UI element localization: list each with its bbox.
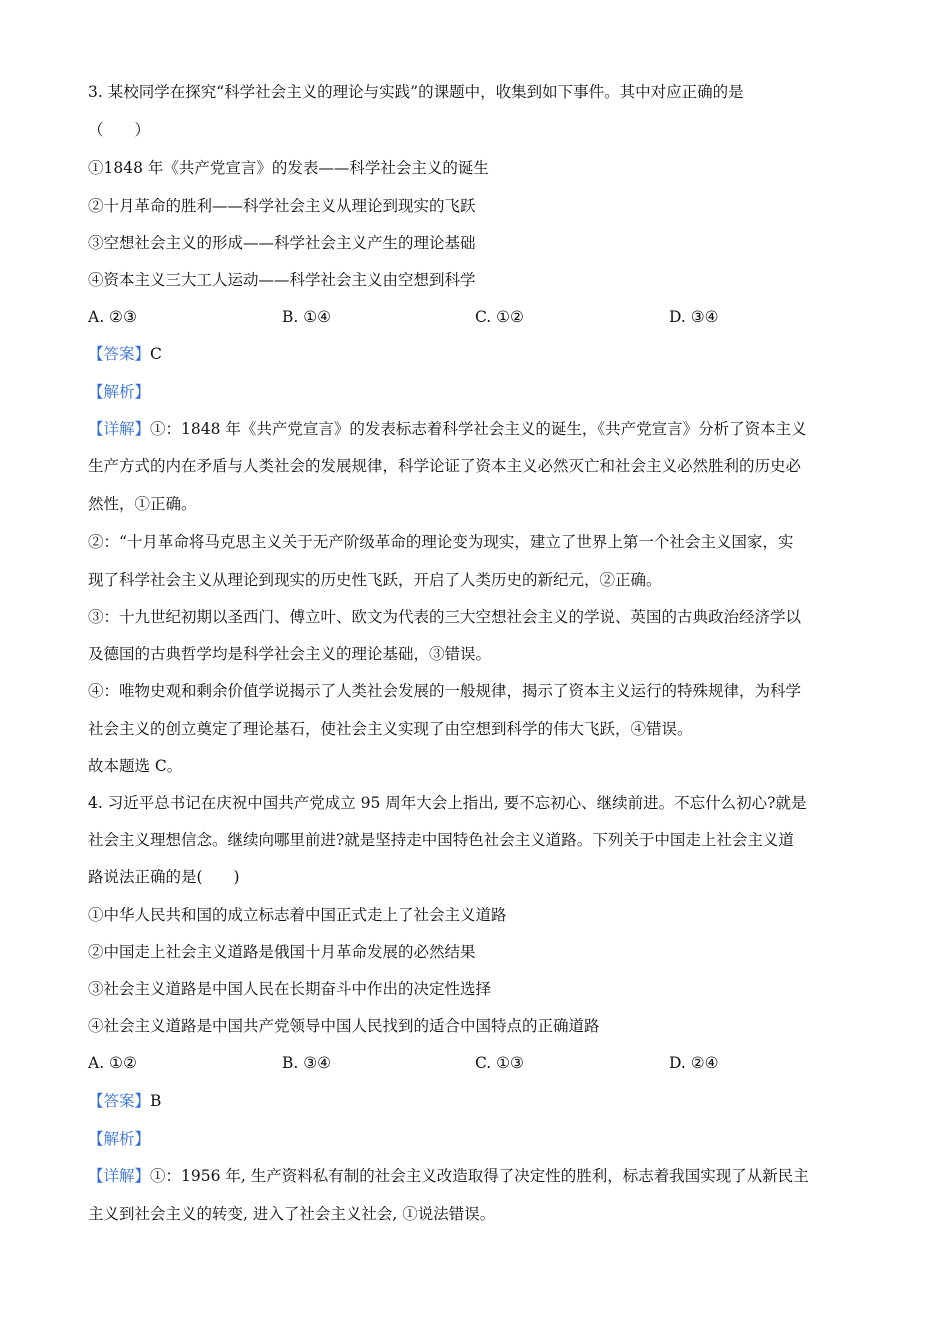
- q3-option-d: D. ③④: [669, 308, 719, 326]
- q3-option-c: C. ①②: [475, 308, 524, 326]
- q3-detail-line-9: 社会主义的创立奠定了理论基石，使社会主义实现了由空想到科学的伟大飞跃，④错误。: [88, 720, 693, 738]
- q4-detail-label: 【详解】: [88, 1167, 151, 1185]
- q3-detail-line-2: 生产方式的内在矛盾与人类社会的发展规律，科学论证了资本主义必然灭亡和社会主义必然胜利的历史必: [88, 457, 802, 475]
- q3-conclusion: 故本题选 C。: [88, 757, 183, 775]
- q4-analysis-label: 【解析】: [88, 1130, 151, 1148]
- q4-stem-line-3: 路说法正确的是( ): [88, 868, 240, 886]
- q3-detail-line-3: 然性，①正确。: [88, 495, 197, 513]
- q4-analysis: [88, 1129, 150, 1149]
- q3-answer-value: C: [150, 345, 162, 363]
- q3-option-b: B. ①④: [282, 308, 332, 326]
- q4-item-4: ④社会主义道路是中国共产党领导中国人民找到的适合中国特点的正确道路: [88, 1017, 600, 1035]
- q3-detail-line-5: 现了科学社会主义从理论到现实的历史性飞跃，开启了人类历史的新纪元，②正确。: [88, 571, 662, 589]
- q4-item-2: ②中国走上社会主义道路是俄国十月革命发展的必然结果: [88, 943, 476, 961]
- q4-stem-line-1: 4. 习近平总书记在庆祝中国共产党成立 95 周年大会上指出, 要不忘初心、继续前进。不忘什么初心?就是: [88, 794, 807, 812]
- q4-option-a: A. ①②: [88, 1054, 137, 1072]
- q4-answer-value: B: [150, 1092, 162, 1110]
- q4-detail-line-1: [88, 1166, 809, 1186]
- q3-detail-line-4: ②：“十月革命将马克思主义关于无产阶级革命的理论变为现实，建立了世界上第一个社会主义国家，实: [88, 533, 794, 551]
- q4-detail-text-1: ①：1956 年, 生产资料私有制的社会主义改造取得了决定性的胜利，标志着我国实现了从新民主: [150, 1167, 809, 1185]
- q3-stem-line-2: （ ）: [88, 121, 151, 139]
- q3-analysis: [88, 382, 150, 402]
- q3-detail-line-8: ④：唯物史观和剩余价值学说揭示了人类社会发展的一般规律，揭示了资本主义运行的特殊规律，为科学: [88, 682, 802, 700]
- q4-stem-line-2: 社会主义理想信念。继续向哪里前进?就是坚持走中国特色社会主义道路。下列关于中国走上社会主义道: [88, 831, 794, 849]
- q3-analysis-label: 【解析】: [88, 383, 151, 401]
- q4-answer: [88, 1091, 161, 1111]
- q3-answer-label: 【答案】: [88, 345, 151, 363]
- q4-option-b: B. ③④: [282, 1054, 332, 1072]
- q4-detail-line-2: 主义到社会主义的转变, 进入了社会主义社会, ①说法错误。: [88, 1205, 496, 1223]
- q3-detail-line-1: [88, 419, 807, 439]
- q3-answer: [88, 344, 162, 364]
- q3-item-2: ②十月革命的胜利——科学社会主义从理论到现实的飞跃: [88, 197, 476, 215]
- q3-item-4: ④资本主义三大工人运动——科学社会主义由空想到科学: [88, 271, 476, 289]
- q4-item-1: ①中华人民共和国的成立标志着中国正式走上了社会主义道路: [88, 906, 507, 924]
- q3-detail-line-6: ③：十九世纪初期以圣西门、傅立叶、欧文为代表的三大空想社会主义的学说、英国的古典政治经济学以: [88, 608, 802, 626]
- q3-detail-label: 【详解】: [88, 420, 151, 438]
- q3-stem-line-1: 3. 某校同学在探究“科学社会主义的理论与实践”的课题中，收集到如下事件。其中对应正确的是: [88, 83, 744, 101]
- q3-option-a: A. ②③: [88, 308, 137, 326]
- q4-answer-label: 【答案】: [88, 1092, 151, 1110]
- q4-option-c: C. ①③: [475, 1054, 524, 1072]
- q3-item-3: ③空想社会主义的形成——科学社会主义产生的理论基础: [88, 234, 476, 252]
- q4-item-3: ③社会主义道路是中国人民在长期奋斗中作出的决定性选择: [88, 980, 492, 998]
- q3-item-1: ①1848 年《共产党宣言》的发表——科学社会主义的诞生: [88, 159, 489, 177]
- q3-detail-text-1: ①：1848 年《共产党宣言》的发表标志着科学社会主义的诞生，《共产党宣言》分析了资本主义: [150, 420, 807, 438]
- q3-detail-line-7: 及德国的古典哲学均是科学社会主义的理论基础，③错误。: [88, 645, 492, 663]
- q4-option-d: D. ②④: [669, 1054, 719, 1072]
